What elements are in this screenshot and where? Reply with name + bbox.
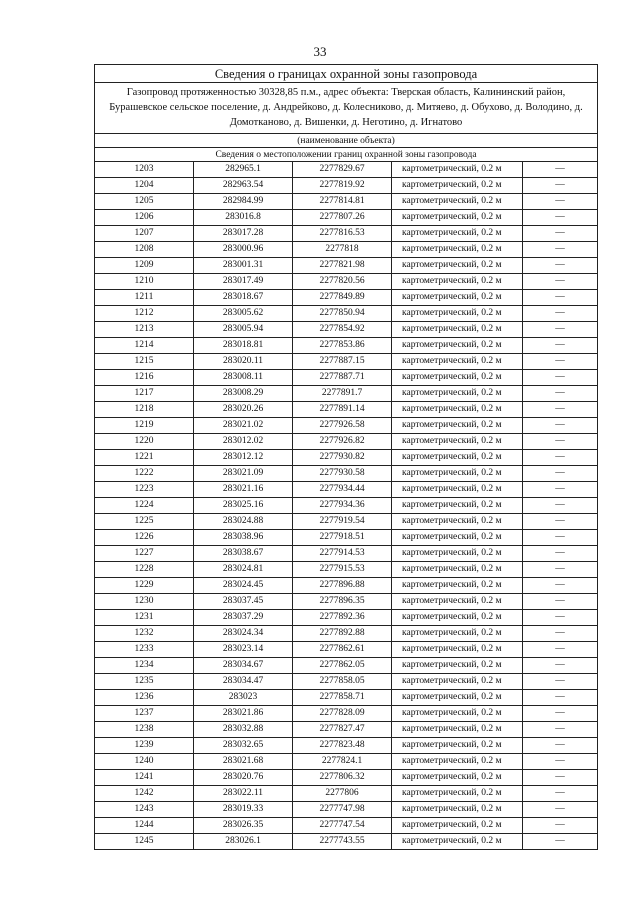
- coordinate-x: 283021.86: [194, 706, 293, 722]
- table-row: [95, 258, 598, 274]
- determination-method: картометрический, 0.2 м: [392, 770, 523, 786]
- determination-method: картометрический, 0.2 м: [392, 594, 523, 610]
- note-dash: —: [523, 402, 598, 418]
- point-number: 1212: [95, 306, 194, 322]
- determination-method: картометрический, 0.2 м: [392, 322, 523, 338]
- page-number: 33: [313, 44, 327, 59]
- boundary-table: [94, 64, 598, 850]
- coordinate-x: 283020.11: [194, 354, 293, 370]
- determination-method: картометрический, 0.2 м: [392, 754, 523, 770]
- table-row: [95, 466, 598, 482]
- point-number: 1220: [95, 434, 194, 450]
- coordinate-y: 2277891.14: [293, 402, 392, 418]
- coordinate-x: 283005.94: [194, 322, 293, 338]
- note-dash: —: [523, 290, 598, 306]
- note-dash: —: [523, 306, 598, 322]
- note-dash: —: [523, 434, 598, 450]
- point-number: 1231: [95, 610, 194, 626]
- determination-method: картометрический, 0.2 м: [392, 402, 523, 418]
- determination-method: картометрический, 0.2 м: [392, 690, 523, 706]
- coordinate-x: 283022.11: [194, 786, 293, 802]
- table-row: [95, 578, 598, 594]
- coordinate-x: 282984.99: [194, 194, 293, 210]
- point-number: 1216: [95, 370, 194, 386]
- coordinate-y: 2277926.58: [293, 418, 392, 434]
- coordinate-y: 2277892.36: [293, 610, 392, 626]
- coordinate-y: 2277853.86: [293, 338, 392, 354]
- coordinate-y: 2277887.15: [293, 354, 392, 370]
- coordinate-y: 2277827.47: [293, 722, 392, 738]
- coordinate-x: 283026.1: [194, 834, 293, 850]
- determination-method: картометрический, 0.2 м: [392, 786, 523, 802]
- point-number: 1232: [95, 626, 194, 642]
- coordinate-y: 2277820.56: [293, 274, 392, 290]
- point-number: 1226: [95, 530, 194, 546]
- determination-method: картометрический, 0.2 м: [392, 626, 523, 642]
- point-number: 1235: [95, 674, 194, 690]
- point-number: 1209: [95, 258, 194, 274]
- note-dash: —: [523, 834, 598, 850]
- coordinate-x: 283032.88: [194, 722, 293, 738]
- determination-method: картометрический, 0.2 м: [392, 386, 523, 402]
- determination-method: картометрический, 0.2 м: [392, 482, 523, 498]
- coordinate-x: 283034.47: [194, 674, 293, 690]
- coordinate-x: 283017.28: [194, 226, 293, 242]
- determination-method: картометрический, 0.2 м: [392, 530, 523, 546]
- point-number: 1217: [95, 386, 194, 402]
- coordinate-x: 283032.65: [194, 738, 293, 754]
- coordinate-x: 282965.1: [194, 162, 293, 178]
- coordinate-x: 283024.88: [194, 514, 293, 530]
- table-row: [95, 738, 598, 754]
- table-row: [95, 818, 598, 834]
- coordinate-x: 283038.96: [194, 530, 293, 546]
- point-number: 1219: [95, 418, 194, 434]
- coordinate-y: 2277747.54: [293, 818, 392, 834]
- coordinate-x: 283037.29: [194, 610, 293, 626]
- coordinate-x: 283034.67: [194, 658, 293, 674]
- determination-method: картометрический, 0.2 м: [392, 818, 523, 834]
- note-dash: —: [523, 498, 598, 514]
- determination-method: картометрический, 0.2 м: [392, 834, 523, 850]
- note-dash: —: [523, 818, 598, 834]
- coordinate-y: 2277818: [293, 242, 392, 258]
- point-number: 1215: [95, 354, 194, 370]
- point-number: 1233: [95, 642, 194, 658]
- table-row: [95, 370, 598, 386]
- coordinate-x: 283020.76: [194, 770, 293, 786]
- note-dash: —: [523, 338, 598, 354]
- table-row: [95, 610, 598, 626]
- coordinate-x: 283008.11: [194, 370, 293, 386]
- coordinate-y: 2277849.89: [293, 290, 392, 306]
- coordinate-x: 283019.33: [194, 802, 293, 818]
- point-number: 1236: [95, 690, 194, 706]
- table-row: [95, 754, 598, 770]
- determination-method: картометрический, 0.2 м: [392, 418, 523, 434]
- coordinate-y: 2277807.26: [293, 210, 392, 226]
- coordinate-x: 283008.29: [194, 386, 293, 402]
- point-number: 1230: [95, 594, 194, 610]
- coordinate-x: 283021.09: [194, 466, 293, 482]
- determination-method: картометрический, 0.2 м: [392, 722, 523, 738]
- point-number: 1204: [95, 178, 194, 194]
- table-row: [95, 626, 598, 642]
- coordinate-y: 2277896.88: [293, 578, 392, 594]
- note-dash: —: [523, 354, 598, 370]
- determination-method: картометрический, 0.2 м: [392, 306, 523, 322]
- note-dash: —: [523, 530, 598, 546]
- coordinate-x: 283021.68: [194, 754, 293, 770]
- determination-method: картометрический, 0.2 м: [392, 194, 523, 210]
- note-dash: —: [523, 594, 598, 610]
- coordinate-y: 2277806.32: [293, 770, 392, 786]
- note-dash: —: [523, 690, 598, 706]
- note-dash: —: [523, 418, 598, 434]
- coordinate-x: 283000.96: [194, 242, 293, 258]
- determination-method: картометрический, 0.2 м: [392, 658, 523, 674]
- point-number: 1239: [95, 738, 194, 754]
- determination-method: картометрический, 0.2 м: [392, 338, 523, 354]
- note-dash: —: [523, 578, 598, 594]
- determination-method: картометрический, 0.2 м: [392, 466, 523, 482]
- note-dash: —: [523, 162, 598, 178]
- note-dash: —: [523, 658, 598, 674]
- coordinate-x: 283025.16: [194, 498, 293, 514]
- point-number: 1203: [95, 162, 194, 178]
- coordinate-x: 283023.14: [194, 642, 293, 658]
- note-dash: —: [523, 386, 598, 402]
- coordinate-x: 283005.62: [194, 306, 293, 322]
- coordinate-y: 2277821.98: [293, 258, 392, 274]
- coordinate-y: 2277896.35: [293, 594, 392, 610]
- table-row: [95, 178, 598, 194]
- point-number: 1221: [95, 450, 194, 466]
- determination-method: картометрический, 0.2 м: [392, 226, 523, 242]
- determination-method: картометрический, 0.2 м: [392, 610, 523, 626]
- point-number: 1229: [95, 578, 194, 594]
- determination-method: картометрический, 0.2 м: [392, 802, 523, 818]
- point-number: 1206: [95, 210, 194, 226]
- table-row: [95, 802, 598, 818]
- note-dash: —: [523, 258, 598, 274]
- coordinate-y: 2277814.81: [293, 194, 392, 210]
- point-number: 1240: [95, 754, 194, 770]
- coordinate-x: 283018.67: [194, 290, 293, 306]
- coordinate-y: 2277829.67: [293, 162, 392, 178]
- note-dash: —: [523, 194, 598, 210]
- coordinate-y: 2277816.53: [293, 226, 392, 242]
- determination-method: картометрический, 0.2 м: [392, 274, 523, 290]
- table-row: [95, 450, 598, 466]
- table-row: [95, 194, 598, 210]
- table-row: [95, 418, 598, 434]
- determination-method: картометрический, 0.2 м: [392, 674, 523, 690]
- table-row: [95, 482, 598, 498]
- coordinate-y: 2277930.82: [293, 450, 392, 466]
- determination-method: картометрический, 0.2 м: [392, 546, 523, 562]
- point-number: 1225: [95, 514, 194, 530]
- table-row: [95, 322, 598, 338]
- note-dash: —: [523, 754, 598, 770]
- point-number: 1245: [95, 834, 194, 850]
- note-dash: —: [523, 546, 598, 562]
- coordinate-x: 283020.26: [194, 402, 293, 418]
- note-dash: —: [523, 466, 598, 482]
- determination-method: картометрический, 0.2 м: [392, 290, 523, 306]
- determination-method: картометрический, 0.2 м: [392, 258, 523, 274]
- note-dash: —: [523, 274, 598, 290]
- coordinate-y: 2277823.48: [293, 738, 392, 754]
- determination-method: картометрический, 0.2 м: [392, 354, 523, 370]
- note-dash: —: [523, 786, 598, 802]
- coordinate-x: 283012.02: [194, 434, 293, 450]
- table-row: [95, 402, 598, 418]
- note-dash: —: [523, 370, 598, 386]
- table-row: [95, 354, 598, 370]
- note-dash: —: [523, 642, 598, 658]
- point-number: 1210: [95, 274, 194, 290]
- coordinate-y: 2277747.98: [293, 802, 392, 818]
- note-dash: —: [523, 626, 598, 642]
- coordinate-x: 283021.16: [194, 482, 293, 498]
- determination-method: картометрический, 0.2 м: [392, 514, 523, 530]
- point-number: 1242: [95, 786, 194, 802]
- point-number: 1218: [95, 402, 194, 418]
- point-number: 1227: [95, 546, 194, 562]
- note-dash: —: [523, 322, 598, 338]
- table-row: [95, 834, 598, 850]
- coordinate-y: 2277828.09: [293, 706, 392, 722]
- note-dash: —: [523, 226, 598, 242]
- table-row: [95, 642, 598, 658]
- determination-method: картометрический, 0.2 м: [392, 434, 523, 450]
- coordinate-y: 2277824.1: [293, 754, 392, 770]
- note-dash: —: [523, 802, 598, 818]
- coordinate-y: 2277934.36: [293, 498, 392, 514]
- table-row: [95, 674, 598, 690]
- coordinate-x: 283024.81: [194, 562, 293, 578]
- determination-method: картометрический, 0.2 м: [392, 706, 523, 722]
- coordinate-x: 283021.02: [194, 418, 293, 434]
- table-row: [95, 338, 598, 354]
- determination-method: картометрический, 0.2 м: [392, 450, 523, 466]
- coordinate-y: 2277918.51: [293, 530, 392, 546]
- object-caption: (наименование объекта): [95, 134, 598, 148]
- determination-method: картометрический, 0.2 м: [392, 738, 523, 754]
- determination-method: картометрический, 0.2 м: [392, 162, 523, 178]
- coordinate-x: 283037.45: [194, 594, 293, 610]
- table-row: [95, 658, 598, 674]
- table-row: [95, 242, 598, 258]
- note-dash: —: [523, 738, 598, 754]
- table-row: [95, 706, 598, 722]
- table-row: [95, 274, 598, 290]
- point-number: 1223: [95, 482, 194, 498]
- point-number: 1213: [95, 322, 194, 338]
- table-row: [95, 290, 598, 306]
- coordinate-y: 2277850.94: [293, 306, 392, 322]
- coordinate-x: 283016.8: [194, 210, 293, 226]
- note-dash: —: [523, 242, 598, 258]
- determination-method: картометрический, 0.2 м: [392, 370, 523, 386]
- table-row: [95, 386, 598, 402]
- coordinate-y: 2277862.61: [293, 642, 392, 658]
- note-dash: —: [523, 178, 598, 194]
- coordinate-x: 283012.12: [194, 450, 293, 466]
- coordinate-y: 2277891.7: [293, 386, 392, 402]
- table-row: [95, 514, 598, 530]
- coordinate-y: 2277862.05: [293, 658, 392, 674]
- table-row: [95, 210, 598, 226]
- coordinate-x: 283018.81: [194, 338, 293, 354]
- determination-method: картометрический, 0.2 м: [392, 210, 523, 226]
- table-row: [95, 770, 598, 786]
- table-row: [95, 530, 598, 546]
- coordinate-y: 2277930.58: [293, 466, 392, 482]
- note-dash: —: [523, 562, 598, 578]
- table-row: [95, 786, 598, 802]
- document-title: Сведения о границах охранной зоны газопровода: [95, 65, 598, 83]
- table-row: [95, 498, 598, 514]
- note-dash: —: [523, 674, 598, 690]
- point-number: 1244: [95, 818, 194, 834]
- coordinate-y: 2277858.05: [293, 674, 392, 690]
- point-number: 1238: [95, 722, 194, 738]
- coordinate-y: 2277854.92: [293, 322, 392, 338]
- table-row: [95, 162, 598, 178]
- coordinate-x: 283026.35: [194, 818, 293, 834]
- coordinate-x: 283001.31: [194, 258, 293, 274]
- coordinate-y: 2277743.55: [293, 834, 392, 850]
- coordinate-x: 283024.45: [194, 578, 293, 594]
- table-row: [95, 306, 598, 322]
- determination-method: картометрический, 0.2 м: [392, 178, 523, 194]
- coordinate-y: 2277819.92: [293, 178, 392, 194]
- coordinate-y: 2277914.53: [293, 546, 392, 562]
- determination-method: картометрический, 0.2 м: [392, 562, 523, 578]
- coordinate-x: 283017.49: [194, 274, 293, 290]
- coordinate-x: 283038.67: [194, 546, 293, 562]
- note-dash: —: [523, 482, 598, 498]
- point-number: 1222: [95, 466, 194, 482]
- table-row: [95, 562, 598, 578]
- coordinate-x: 283024.34: [194, 626, 293, 642]
- note-dash: —: [523, 706, 598, 722]
- point-number: 1241: [95, 770, 194, 786]
- point-number: 1205: [95, 194, 194, 210]
- object-address: Газопровод протяженностью 30328,85 п.м., адрес объекта: Тверская область, Калининский район, Бурашевское сельское поселение, д. Андрейково, д. Колесниково, д. Митяево, д. Обухово, д. Володино, д. Домотканово, д. Вишенки, д. Неготино, д. Игнатово: [95, 83, 598, 134]
- point-number: 1228: [95, 562, 194, 578]
- location-caption: Сведения о местоположении границ охранной зоны газопровода: [95, 148, 598, 162]
- note-dash: —: [523, 210, 598, 226]
- determination-method: картометрический, 0.2 м: [392, 578, 523, 594]
- note-dash: —: [523, 770, 598, 786]
- point-number: 1207: [95, 226, 194, 242]
- coordinate-y: 2277915.53: [293, 562, 392, 578]
- coordinate-y: 2277858.71: [293, 690, 392, 706]
- note-dash: —: [523, 450, 598, 466]
- point-number: 1224: [95, 498, 194, 514]
- coordinate-y: 2277919.54: [293, 514, 392, 530]
- coordinate-y: 2277934.44: [293, 482, 392, 498]
- note-dash: —: [523, 610, 598, 626]
- coordinate-y: 2277806: [293, 786, 392, 802]
- point-number: 1234: [95, 658, 194, 674]
- coordinate-x: 283023: [194, 690, 293, 706]
- point-number: 1243: [95, 802, 194, 818]
- coordinate-y: 2277887.71: [293, 370, 392, 386]
- determination-method: картометрический, 0.2 м: [392, 642, 523, 658]
- determination-method: картометрический, 0.2 м: [392, 242, 523, 258]
- table-row: [95, 434, 598, 450]
- table-row: [95, 594, 598, 610]
- determination-method: картометрический, 0.2 м: [392, 498, 523, 514]
- point-number: 1208: [95, 242, 194, 258]
- point-number: 1237: [95, 706, 194, 722]
- table-row: [95, 226, 598, 242]
- point-number: 1214: [95, 338, 194, 354]
- table-row: [95, 546, 598, 562]
- note-dash: —: [523, 514, 598, 530]
- table-row: [95, 690, 598, 706]
- coordinate-y: 2277892.88: [293, 626, 392, 642]
- coordinate-x: 282963.54: [194, 178, 293, 194]
- coordinate-y: 2277926.82: [293, 434, 392, 450]
- note-dash: —: [523, 722, 598, 738]
- table-row: [95, 722, 598, 738]
- point-number: 1211: [95, 290, 194, 306]
